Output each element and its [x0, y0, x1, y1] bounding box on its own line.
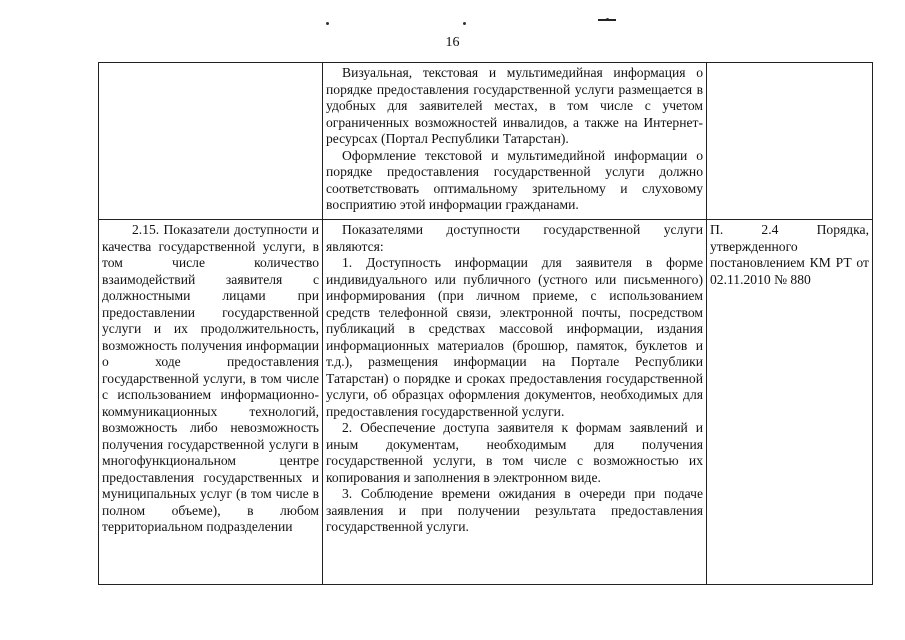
scan-line	[598, 19, 616, 21]
table-row	[99, 63, 873, 220]
reference-cell	[707, 63, 873, 220]
indicator-cell	[99, 220, 323, 585]
description-paragraph: Визуальная, текстовая и мультимедийная информация о порядке предоставления государственной услуги размещается в удобных для заявителей местах, в том числе с учетом ограниченных возможностей инвалидов, а также на Интернет-ресурсах (Портал Республики Татарстан).	[326, 65, 703, 146]
scan-speck	[463, 22, 466, 25]
page-number: 16	[445, 35, 460, 50]
description-cell	[323, 63, 707, 220]
description-paragraph: 2. Обеспечение доступа заявителя к формам заявлений и иным документам, необходимым для получения государственной услуги, в том числе с возможностью их копирования и заполнения в электронном виде.	[326, 420, 703, 485]
reference-text: П. 2.4 Порядка, утвержденного постановлением КМ РТ от 02.11.2010 № 880	[710, 222, 869, 287]
indicator-text: 2.15. Показатели доступности и качества государственной услуги, в том числе количество взаимодействий заявителя с должностными лицами при предоставлении государственной услуги и их продолжительность, возможность получения информации о ходе предоставления государственной услуги, в том числе с использованием информационно-коммуникационных технологий, возможность либо невозможность получения государственной услуги в многофункциональном центре предоставления государственных и муниципальных услуг (в том числе в полном объеме), в любом территориальном подразделении	[102, 222, 319, 534]
document-table	[98, 62, 873, 585]
description-paragraph: Оформление текстовой и мультимедийной информации о порядке предоставления государственной услуги должно соответствовать оптимальному зрительному и слуховому восприятию этой информации гражданами.	[326, 147, 703, 212]
scan-speck	[326, 22, 329, 25]
description-paragraph: 3. Соблюдение времени ожидания в очереди при подаче заявления и при получении результата предоставления государственной услуги.	[326, 486, 703, 534]
description-paragraph: Показателями доступности государственной услуги являются:	[326, 222, 703, 254]
reference-cell	[707, 220, 873, 585]
indicator-cell	[99, 63, 323, 220]
description-cell	[323, 220, 707, 585]
description-paragraph: 1. Доступность информации для заявителя в форме индивидуального или публичного (устного или письменного) информирования (при личном приеме, с использованием средств телефонной связи, электронной почты, посредством публикаций в средствах массовой информации, издания информационных материалов (брошюр, памяток, буклетов и т.д.), размещения информации на Портале Республики Татарстан) о порядке и сроках предоставления государственной услуги, об образцах оформления документов, необходимых для предоставления государственной услуги.	[326, 255, 703, 419]
table-row	[99, 220, 873, 585]
